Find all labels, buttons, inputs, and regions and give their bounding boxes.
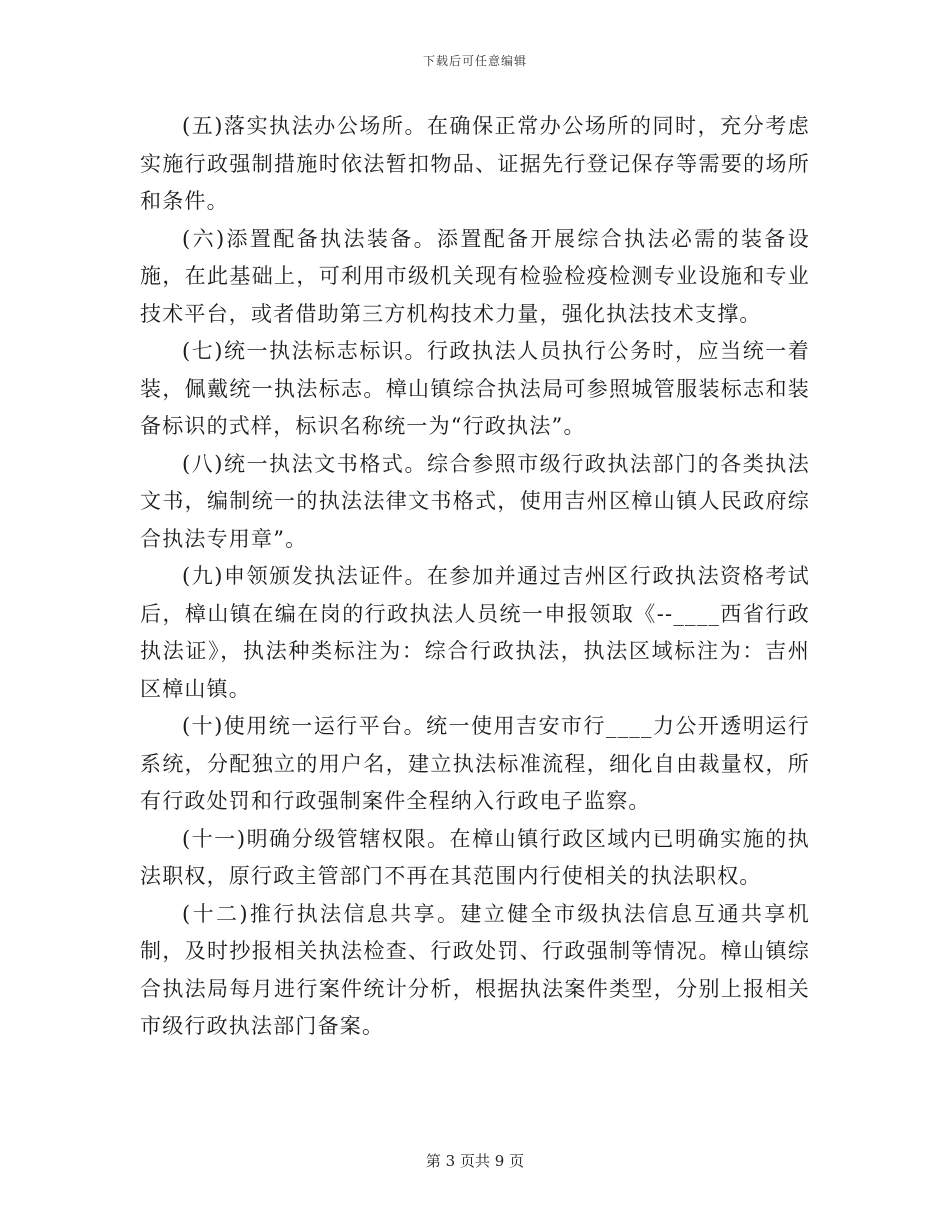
page-header: 下载后可任意编辑 [422, 54, 527, 68]
paragraph-6: (六)添置配备执法装备。添置配备开展综合执法必需的装备设施，在此基础上，可利用市级机关现有检验检疫检测专业设施和专业技术平台，或者借助第三方机构技术力量，强化执法技术支撑。 [140, 226, 810, 326]
paragraph-12: (十二)推行执法信息共享。建立健全市级执法信息互通共享机制，及时抄报相关执法检查、行政处罚、行政强制等情况。樟山镇综合执法局每月进行案件统计分析，根据执法案件类型，分别上报相关市级行政执法部门备案。 [140, 901, 810, 1038]
paragraph-5: (五)落实执法办公场所。在确保正常办公场所的同时，充分考虑实施行政强制措施时依法暂扣物品、证据先行登记保存等需要的场所和条件。 [140, 114, 810, 213]
page-number-footer: 第 3 页共 9 页 [425, 1152, 525, 1170]
paragraph-8: (八)统一执法文书格式。综合参照市级行政执法部门的各类执法文书，编制统一的执法法律文书格式，使用吉州区樟山镇人民政府综合执法专用章”。 [140, 451, 810, 551]
paragraph-10: (十)使用统一运行平台。统一使用吉安市行____力公开透明运行系统，分配独立的用户名，建立执法标准流程，细化自由裁量权，所有行政处罚和行政强制案件全程纳入行政电子监察。 [140, 714, 810, 813]
paragraph-11: (十一)明确分级管辖权限。在樟山镇行政区域内已明确实施的执法职权，原行政主管部门不再在其范围内行使相关的执法职权。 [140, 826, 810, 888]
paragraph-7: (七)统一执法标志标识。行政执法人员执行公务时，应当统一着装，佩戴统一执法标志。樟山镇综合执法局可参照城管服装标志和装备标识的式样，标识名称统一为“行政执法”。 [140, 339, 810, 438]
document-body [140, 108, 810, 1046]
paragraph-9: (九)申领颁发执法证件。在参加并通过吉州区行政执法资格考试后，樟山镇在编在岗的行政执法人员统一申报领取《--____西省行政执法证》，执法种类标注为：综合行政执法，执法区域标注为：吉州区樟山镇。 [140, 564, 810, 701]
